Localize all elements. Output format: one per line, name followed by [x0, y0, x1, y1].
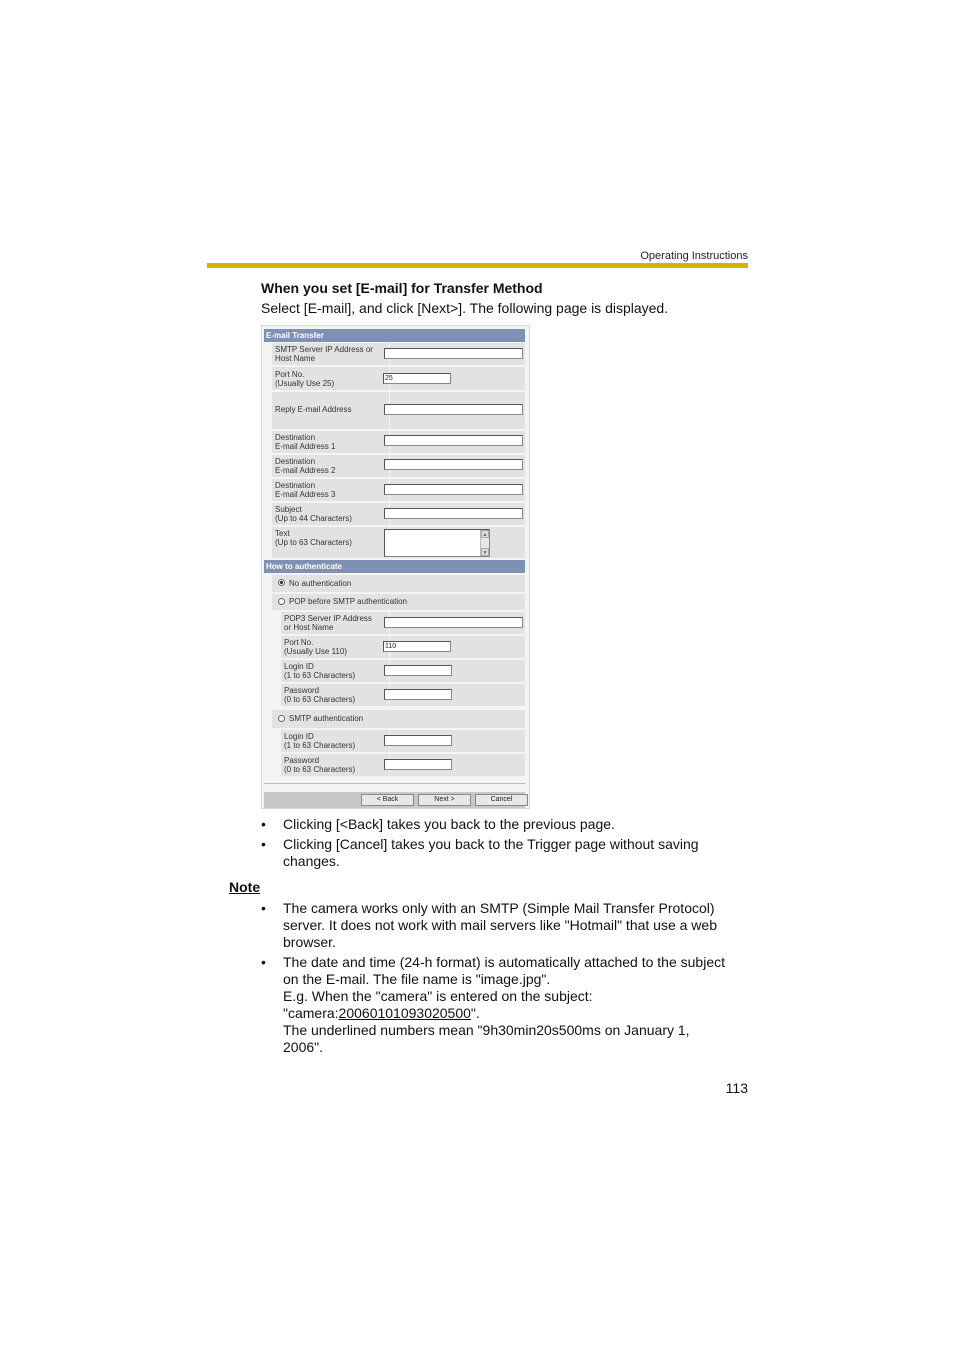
destination-3-input[interactable] — [384, 484, 523, 495]
smtp-login-row — [281, 730, 525, 752]
next-button[interactable]: Next > — [418, 794, 471, 806]
bullet-text: Clicking [Cancel] takes you back to the Trigger page without saving changes. — [283, 836, 699, 869]
pop3-server-label: POP3 Server IP Address — [284, 614, 372, 623]
reply-address-row — [272, 392, 525, 429]
email-transfer-title-bar: E-mail Transfer — [264, 329, 525, 342]
subject-input[interactable] — [384, 508, 523, 519]
note-heading: Note — [229, 879, 261, 895]
smtp-server-row — [272, 343, 525, 365]
note-example — [283, 1005, 731, 1022]
cancel-button[interactable]: Cancel — [475, 794, 528, 806]
bullet-icon: • — [261, 954, 266, 970]
smtp-port-input[interactable]: 25 — [383, 373, 451, 384]
smtp-auth-label: SMTP authentication — [289, 714, 364, 723]
smtp-password-label-2: (0 to 63 Characters) — [284, 765, 356, 774]
text-label: Text — [275, 529, 290, 538]
destination-3-row — [272, 479, 525, 501]
text-textarea[interactable] — [384, 529, 490, 557]
back-button[interactable]: < Back — [361, 794, 414, 806]
smtp-port-row — [272, 367, 525, 390]
bullet-icon: • — [261, 816, 266, 832]
pop-auth-row — [272, 594, 525, 610]
pop3-port-row — [281, 636, 525, 658]
pop-password-input[interactable] — [384, 689, 452, 700]
list-item — [261, 900, 731, 951]
navigation-bullets — [261, 816, 731, 873]
pop-login-label: Login ID — [284, 662, 314, 671]
destination-3-label-2: E-mail Address 3 — [275, 490, 336, 499]
list-item — [261, 954, 731, 1056]
email-transfer-form — [261, 325, 530, 809]
reply-address-label: Reply E-mail Address — [275, 405, 352, 414]
no-auth-label: No authentication — [289, 579, 352, 588]
pop-password-label-2: (0 to 63 Characters) — [284, 695, 356, 704]
textarea-scrollbar[interactable] — [480, 530, 489, 556]
scroll-up-arrow-icon[interactable]: ▲ — [482, 532, 488, 538]
section-heading: When you set [E-mail] for Transfer Method — [261, 280, 543, 296]
destination-2-label: Destination — [275, 457, 316, 466]
destination-2-row — [272, 455, 525, 477]
intro-text: Select [E-mail], and click [Next>]. The following page is displayed. — [261, 300, 669, 316]
destination-3-label: Destination — [275, 481, 316, 490]
example-suffix: ". — [470, 1005, 480, 1021]
list-item — [261, 816, 731, 833]
pop3-server-row — [281, 612, 525, 634]
subject-label-2: (Up to 44 Characters) — [275, 514, 352, 523]
pop-auth-radio[interactable] — [278, 598, 285, 605]
pop-login-label-2: (1 to 63 Characters) — [284, 671, 356, 680]
bullet-text: Clicking [<Back] takes you back to the previous page. — [283, 816, 615, 832]
text-label-2: (Up to 63 Characters) — [275, 538, 352, 547]
smtp-server-label-2: Host Name — [275, 354, 316, 363]
smtp-login-label-2: (1 to 63 Characters) — [284, 741, 356, 750]
text-row — [272, 527, 525, 558]
smtp-port-label: Port No. — [275, 370, 305, 379]
bullet-icon: • — [261, 836, 266, 852]
subject-label: Subject — [275, 505, 302, 514]
smtp-password-input[interactable] — [384, 759, 452, 770]
pop-login-input[interactable] — [384, 665, 452, 676]
destination-1-input[interactable] — [384, 435, 523, 446]
auth-title-bar: How to authenticate — [264, 560, 525, 573]
smtp-login-label: Login ID — [284, 732, 314, 741]
smtp-server-input[interactable] — [384, 348, 523, 359]
subject-row — [272, 503, 525, 525]
example-timestamp: 20060101093020500 — [338, 1005, 471, 1021]
note-example-intro: E.g. When the "camera" is entered on the subject: — [283, 988, 593, 1004]
pop3-server-label-2: or Host Name — [284, 623, 334, 632]
smtp-password-label: Password — [284, 756, 320, 765]
smtp-login-input[interactable] — [384, 735, 452, 746]
no-auth-row — [272, 575, 525, 592]
destination-2-input[interactable] — [384, 459, 523, 470]
smtp-port-label-2: (Usually Use 25) — [275, 379, 335, 388]
header-rule — [207, 263, 748, 268]
no-auth-radio[interactable] — [278, 579, 285, 586]
running-header: Operating Instructions — [640, 250, 748, 262]
bullet-icon: • — [261, 900, 266, 916]
pop3-port-label-2: (Usually Use 110) — [284, 647, 347, 656]
reply-address-input[interactable] — [384, 404, 523, 415]
pop3-server-input[interactable] — [384, 617, 523, 628]
pop-login-row — [281, 660, 525, 682]
pop3-port-input[interactable]: 110 — [383, 641, 451, 652]
page-number: 113 — [725, 1080, 748, 1096]
destination-1-label-2: E-mail Address 1 — [275, 442, 336, 451]
scroll-down-arrow-icon[interactable]: ▼ — [482, 550, 488, 556]
smtp-auth-radio[interactable] — [278, 715, 285, 722]
smtp-auth-row — [272, 710, 525, 728]
note-explanation: The underlined numbers mean "9h30min20s500ms on January 1, 2006". — [283, 1022, 690, 1055]
note-text: The date and time (24-h format) is automatically attached to the subject on the E-mail. The file name is "image.jpg". — [283, 954, 726, 987]
destination-2-label-2: E-mail Address 2 — [275, 466, 336, 475]
list-item — [261, 836, 731, 870]
smtp-password-row — [281, 754, 525, 776]
button-bar — [264, 792, 525, 808]
note-text: The camera works only with an SMTP (Simple Mail Transfer Protocol) server. It does not work with mail servers like "Hotmail" that use a web browser. — [283, 900, 717, 950]
pop-auth-label: POP before SMTP authentication — [289, 597, 407, 606]
note-bullets — [261, 900, 731, 1059]
destination-1-row — [272, 431, 525, 453]
pop-password-label: Password — [284, 686, 320, 695]
example-prefix: "camera: — [283, 1005, 339, 1021]
pop-password-row — [281, 684, 525, 706]
form-separator — [264, 783, 525, 784]
smtp-server-label: SMTP Server IP Address or — [275, 345, 373, 354]
destination-1-label: Destination — [275, 433, 316, 442]
pop3-port-label: Port No. — [284, 638, 314, 647]
